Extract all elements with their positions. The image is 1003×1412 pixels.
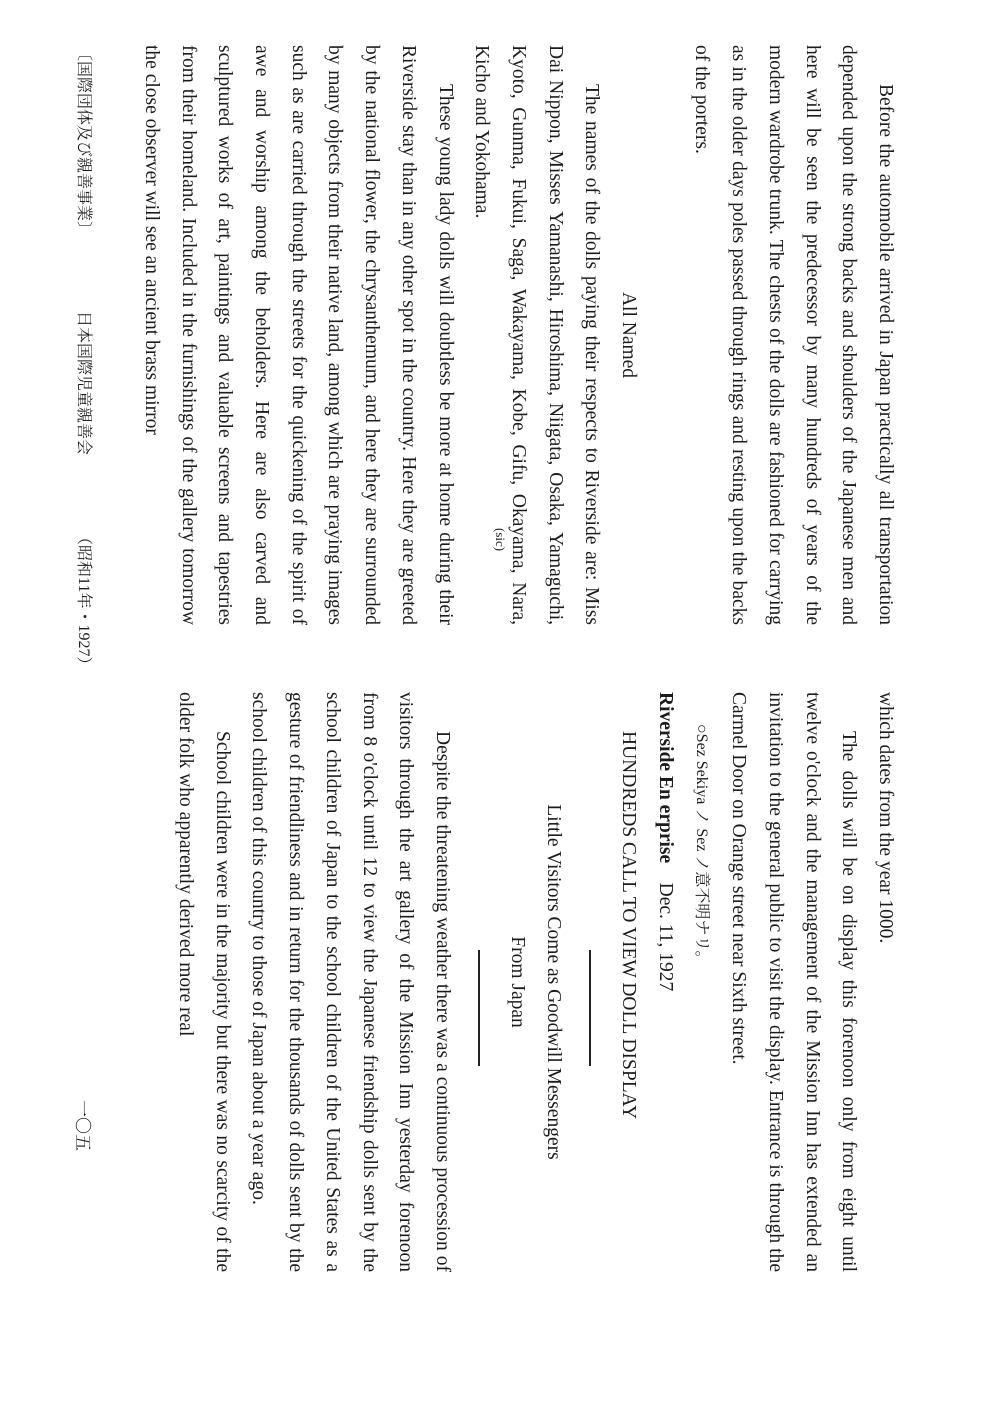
- article-source: [646, 692, 683, 1272]
- subheadline: Little Visitors Come as Goodwill Messengers: [543, 804, 565, 1160]
- paragraph-trunks: Before the automobile arrived in Japan practically all transportation depended upon the strong backs and shoulders of the Japanese men and here will be seen the predecessor by many hundreds of years of the modern wardrobe trunk. The chests of the dolls are fashioned for carrying as in the older days poles passed through rings and resting upon the backs of the porters.: [691, 45, 896, 625]
- divider-rule: [589, 950, 591, 1066]
- left-column: [132, 45, 903, 625]
- paragraph-procession: Despite the threatening weather there was a continuous procession of visitors through the art gallery of the Mission Inn yesterday forenoon from 8 o'clock until 12 to view the Japanese friendship dolls sent by the school children of Japan to the school children of the United States as a gesture of friendliness and in return for the thousands of dolls sent by the school children of this country to those of Japan about a year ago.: [248, 692, 453, 1272]
- newspaper-name: Riverside En erprise: [654, 692, 676, 864]
- sic-annotation: (sic): [493, 528, 508, 552]
- right-column: [166, 692, 903, 1272]
- paragraph-riverside-stay: These young lady dolls will doubtless be more at home during their Riverside stay than in any other spot in the country. Here they are greeted by the national flower, the chrysanthemum, and here they are surrounded by many objects from their native land, among which are praying images such as are carried through the streets for the quickening of the spirit of awe and worship among the beholders. Here are also carved and sculptured works of art, paintings and valuable screens and tapestries from their homeland. Included in the furnishings of the gallery tomorrow the close observer will see an ancient brass mirror: [140, 45, 456, 625]
- subheadline-2: From Japan: [506, 936, 528, 1028]
- editor-note: ○Sez Sekiya ノ Sez ノ意不明ナリ。: [693, 724, 711, 967]
- paragraph-year-1000: which dates from the year 1000.: [875, 692, 896, 944]
- footer-year: （昭和11年・1927）: [75, 529, 92, 673]
- footer-org: 日本国際児童親善会: [75, 311, 92, 456]
- paragraph-display-hours: The dolls will be on display this forenoon only from eight until twelve o'clock and the management of the Mission Inn has extended an invitation to the general public to visit the display. Entrance is through the Carmel Door on Orange street near Sixth street.: [728, 692, 860, 1272]
- article-date: Dec. 11, 1927: [654, 882, 676, 992]
- paragraph-doll-names: The names of the dolls paying their respects to Riverside are: Miss Dai Nippon, Misses Yamanashi, Hiroshima, Niigata, Osaka, Yamaguchi, Kyoto, Gunma, Fukui, Saga, Wakayama, Kobe, Gifu, Okayama, Nara, Kicho and Yokohama.: [471, 45, 603, 625]
- section-heading-all-named: All Named: [618, 291, 640, 379]
- divider-rule-2: [478, 950, 480, 1066]
- headline: HUNDREDS CALL TO VIEW DOLL DISPLAY: [618, 731, 640, 1120]
- footer-section: 〔国際団体及び親善事業〕: [75, 45, 92, 238]
- paragraph-school-children: School children were in the majority but there was no scarcity of the older folk who apparently derived more real: [175, 692, 233, 1272]
- page-number: 一〇五: [73, 1100, 92, 1151]
- footer-left: [74, 45, 97, 742]
